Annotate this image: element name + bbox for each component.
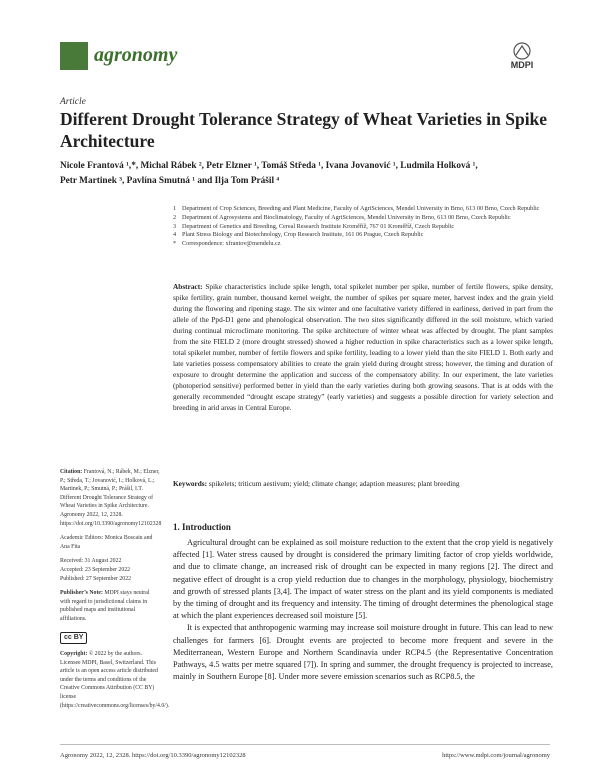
publisher-note-label: Publisher’s Note:	[60, 590, 103, 597]
published-date: Published: 27 September 2022	[60, 575, 132, 582]
journal-logo-mark	[60, 42, 88, 70]
abstract-label: Abstract:	[173, 282, 203, 291]
accepted-date: Accepted: 23 September 2022	[60, 566, 131, 573]
received-date: Received: 31 August 2022	[60, 558, 122, 565]
citation-text[interactable]: Frantová, N.; Rábek, M.; Elzner, P.; Středa, T.; Jovanović, I.; Holková, L.; Martinek, P.; Smutná, P.; Prášil, I.T. Different Drought Tolerance Strategy of Wheat Varieties in Spike Architecture. Agronomy 2022, 12, 2328. https://doi.org/10.3390/agronomy12102328	[60, 469, 162, 527]
authors-line-2: Petr Martinek ³, Pavlína Smutná ¹ and Ilja Tom Prášil ⁴	[60, 176, 280, 186]
publisher-logo-icon	[504, 42, 540, 60]
page-title: Different Drought Tolerance Strategy of Wheat Varieties in Spike Architecture	[60, 109, 548, 151]
affiliation-item	[173, 205, 553, 214]
footer-divider	[60, 744, 550, 745]
abstract	[173, 281, 553, 413]
affiliation-text: Department of Genetics and Breeding, Cereal Research Institute Kroměříž, 767 01 Kroměříž, Czech Republic	[182, 222, 455, 230]
footer-journal-url[interactable]: https://www.mdpi.com/journal/agronomy	[442, 752, 550, 759]
keywords-label: Keywords:	[173, 479, 208, 488]
affiliation-text: Plant Stress Biology and Biotechnology, Crop Research Institute, 161 06 Prague, Czech Republic	[182, 231, 424, 239]
affiliation-number: 3	[173, 222, 177, 230]
affiliation-number: 4	[173, 231, 177, 239]
affiliations	[173, 205, 553, 249]
intro-paragraph-1: Agricultural drought can be explained as soil moisture reduction to the extent that the crop yield is negatively affected [1]. Water stress caused by drought is considered the primary limiting factor of crop yields worldwide, and due to climate change, an increased risk of drought can be expected in many regions [2]. The direct and negative effect of drought is a crop yield reduction due to changes in the morphology, physiology, biochemistry and growth of stressed plants [3,4]. The impact of water stress on the plant and its yield components is mediated by the timing of drought and its frequency and intensity. The timing of drought determines the phenological stage at which the plant experiences decreased soil moisture [5].	[173, 538, 553, 621]
affiliation-text: Department of Agrosystems and Bioclimatology, Faculty of AgriSciences, Mendel University in Brno, 613 00 Brno, Czech Republic	[182, 213, 511, 221]
publisher-note-text: MDPI stays neutral with regard to jurisdictional claims in published maps and institutional affiliations.	[60, 590, 150, 622]
author-list	[60, 159, 550, 189]
affiliation-number: 2	[173, 213, 177, 221]
section-heading-introduction: 1. Introduction	[173, 522, 231, 532]
affiliation-text: Department of Crop Sciences, Breeding and Plant Medicine, Faculty of AgriSciences, Mendel University in Brno, 613 00 Brno, Czech Republic	[182, 205, 540, 212]
page-footer	[60, 752, 550, 759]
affiliation-text: Correspondence: xfrantov@mendelu.cz	[182, 240, 281, 248]
footer-citation[interactable]: Agronomy 2022, 12, 2328. https://doi.org/10.3390/agronomy12102328	[60, 752, 246, 759]
affiliation-item	[173, 240, 553, 249]
authors-line-1: Nicole Frantová ¹,*, Michal Rábek ², Petr Elzner ¹, Tomáš Středa ¹, Ivana Jovanović ¹, Ludmila Holková ¹,	[60, 161, 478, 171]
sidebar	[60, 468, 170, 716]
keywords	[173, 478, 553, 489]
intro-paragraph-2: It is expected that anthropogenic warming may increase soil moisture drought in future. This can lead to new challenges for farmers [6]. Drought events are projected to become more frequent and severe in the Mediterranean, Western Europe and Northern Scandinavia under RCP4.5 (the Representative Concentration Pathways, 4.5 watts per metre squared [7]). In spring and summer, the drought frequency is projected to increase, mainly in Southern Europe [8]. Under more severe emission scenarios such as RCP8.5, the	[173, 623, 553, 682]
affiliation-item	[173, 214, 553, 223]
copyright-text: © 2022 by the authors. Licensee MDPI, Basel, Switzerland. This article is an open access article distributed under the terms and conditions of the Creative Commons Attribution (CC BY) license (https://creativecommons.org/licenses/by/4.0/).	[60, 651, 170, 709]
abstract-text: Spike characteristics include spike length, total spikelet number per spike, number of fertile flowers, spike density, spike fertility, grain number, thousand kernel weight, the number of spikes per square meter, harvest index and the grain yield during the flowering and ripening stage. The six winter and one facultative variety differed in earliness, derived in part from the allele of the Ppd-D1 gene and phenological observation. The two sites significantly differed in the soil moisture, which varied during continual microclimate monitoring. The spike architecture of winter wheat was affected by drought. The plant samples from the site FIELD 2 (more drought stressed) showed a higher reduction in spike characteristics such as a lower spike length, total spikelet number, number of fertile flowers and spike fertility, leading to a lower yield than the site FIELD 1. Both early and late varieties possess compensatory abilities to create the grain yield during drought stress; however, the timing and duration of exposure to drought determine the application and success of the compensatory ability. In our experiment, the late varieties (photoperiod sensitive) performed better in yield than the early varieties during both growing seasons. That is at odds with the generally recommended “drought escape strategy” (early varieties) and suggests a possible direction for variety selection and breeding in arid areas in Central Europe.	[173, 282, 554, 412]
citation-label: Citation:	[60, 469, 83, 475]
article-type: Article	[60, 97, 86, 107]
affiliation-item	[173, 231, 553, 240]
academic-editors: Academic Editors: Monica Boscaiu and Ana Fita	[60, 535, 153, 550]
publisher-name: MDPI	[510, 60, 534, 70]
cc-license-badge[interactable]: cc BY	[60, 632, 87, 645]
journal-name: agronomy	[94, 44, 178, 66]
copyright-label: Copyright:	[60, 651, 88, 658]
affiliation-number: 1	[173, 205, 177, 212]
publisher-logo	[504, 42, 540, 72]
keywords-text: spikelets; triticum aestivum; yield; climate change; adaption measures; plant breeding	[208, 479, 460, 488]
affiliation-item	[173, 223, 553, 232]
introduction-body	[173, 537, 553, 683]
affiliation-number: *	[173, 240, 177, 248]
